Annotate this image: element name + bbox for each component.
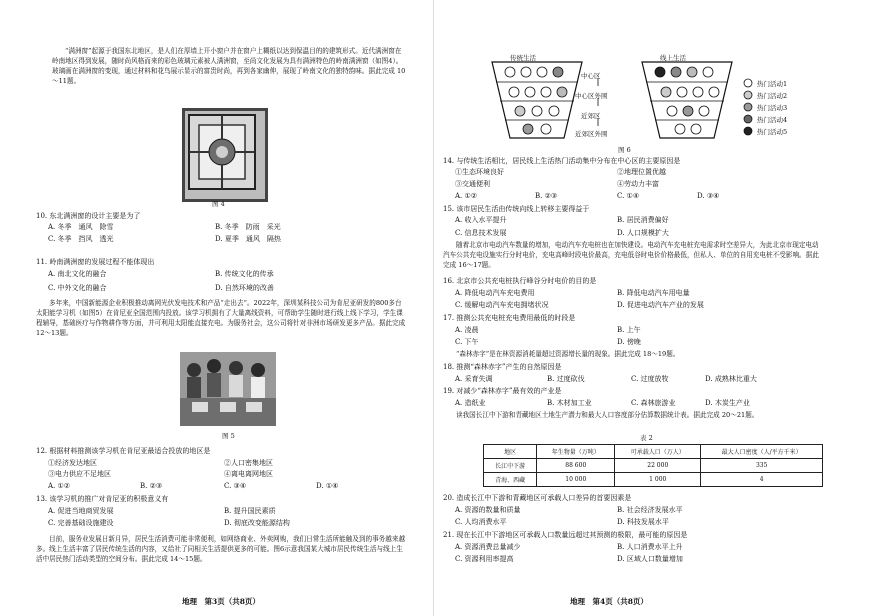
table-cell: 长江中下游 [484,459,537,473]
q11-option-a: A. 南北文化的融合 [48,270,107,278]
question-21: 21. 现在长江中下游地区可承载人口数量远超过其预测的极限，最可能的原因是 [443,531,688,539]
q19-option-a: A. 造纸业 [455,399,486,407]
q17-option-c: C. 下午 [455,338,479,346]
passage-population-capacity: 读我国长江中下游和青藏地区土地生产潜力和最大人口容度部分估算数据统计表。据此完成 20～21题。 [456,411,759,419]
q16-option-c: C. 缓解电动汽车充电拥堵状况 [455,301,549,309]
fig6-label-traditional: 传统生活 [510,54,536,62]
q11-option-c: C. 中外文化的融合 [48,284,107,292]
q14-choice-3: ③交通便利 [455,180,490,188]
fig6-legend-1: 热门活动1 [757,80,788,88]
q13-option-a: A. 促进当地商贸发展 [48,507,114,515]
q17-option-b: B. 上午 [617,326,641,334]
question-20: 20. 造成长江中下游和青藏地区可承载人口差异的首要因素是 [443,494,632,502]
passage-forest-deficit: “森林赤字”是在林资源消耗量超过资源增长量的现象。据此完成 18～19题。 [456,350,680,358]
figure-6-activity-distribution [490,52,750,148]
fig6-zone-center: 中心区 [581,72,601,80]
passage-ev-charging: 随着北京市电动汽车数量的增加，电动汽车充电桩也在加快建设。电动汽车充电桩充电需求时空差异大，为此北京市现定电动汽车公共充电设施实行分时电价，充电高峰时段电价最高，充电低谷时电价价格最低，但私人、单位的自用充电桩不受影响。据此完成 16～17题。 [443,241,819,269]
table-row [484,459,823,473]
q18-option-d: D. 成熟林比重大 [705,375,757,383]
q18-option-c: C. 过度放牧 [631,375,669,383]
q13-option-c: C. 完善基础设施建设 [48,519,114,527]
q14-choice-1: ①生态环境良好 [455,168,504,176]
question-17: 17. 推测公共充电桩充电费用最低的时段是 [443,314,576,322]
q21-option-a: A. 资源消费总量减少 [455,543,521,551]
fig6-legend-3: 热门活动3 [757,104,788,112]
q19-option-d: D. 木炭生产业 [705,399,750,407]
q20-option-c: C. 人均消费水平 [455,518,507,526]
q14-option-a: A. ①② [455,192,478,200]
q14-option-c: C. ①④ [617,192,640,200]
q10-option-d: D. 夏季 通风 隔热 [215,235,281,243]
q13-option-d: D. 彻底改变能源结构 [224,519,290,527]
q21-option-b: B. 人口消费水平上升 [617,543,683,551]
q12-choice-4: ④离电离网地区 [224,470,273,478]
table-header-cell: 地区 [484,445,537,459]
question-14: 14. 与传统生活相比，居民线上生活热门活动集中分布在中心区的主要原因是 [443,157,681,165]
page-footer: 地理 第4页（共8页） [570,597,648,606]
figure-5-caption: 图 5 [222,432,235,440]
q12-choice-3: ③电力供应不足地区 [48,470,111,478]
question-18: 18. 推测“森林赤字”产生的自然原因是 [443,363,562,371]
q12-option-a: A. ①② [48,482,71,490]
question-13: 13. 该学习机的推广对肯尼亚的积极意义有 [36,495,169,503]
figure-5-students-photo [180,352,276,426]
exam-page-4 [435,0,870,616]
table-header-cell: 可承载人口（万人） [615,445,701,459]
q12-option-b: B. ②③ [140,482,163,490]
q16-option-d: D. 促进电动汽车产业的发展 [617,301,704,309]
fig6-legend-4: 热门活动4 [757,116,788,124]
q18-option-b: B. 过度砍伐 [547,375,585,383]
fig6-legend-markers [743,78,753,140]
table-cell: 335 [701,459,823,473]
page-footer: 地理 第3页（共8页） [182,597,260,606]
fig6-legend-2: 热门活动2 [757,92,788,100]
table-cell: 4 [701,473,823,487]
q14-choice-2: ②地理位置优越 [617,168,666,176]
q20-option-d: D. 科技发展水平 [617,518,669,526]
q14-choice-4: ④劳动力丰富 [617,180,659,188]
fig6-zone-suburb: 近郊区 [581,112,601,120]
question-16: 16. 北京市公共充电桩执行峰谷分时电价的目的是 [443,277,597,285]
figure-4-manchu-window [182,108,268,202]
passage-solar-learning-device: 多年来，中国新能源企业积极推动离网光伏发电技术和产品“走出去”。2022年，深圳某科技公司为肯尼亚研发的800多台太阳能学习机（如图5）在肯尼亚全国范围内投放。该学习机拥有了大量离线资料，可帮助学生随时进行线上线下学习，学生课程辅导，基础医疗与作物耕作等方面，并可利用太阳能直接充电。为服务社会，这公司将针对非洲市场研发更多产品。据此完成 12～13题。 [36,299,406,337]
q15-option-b: B. 居民消费偏好 [617,216,669,224]
table-cell: 22 000 [615,459,701,473]
q15-option-d: D. 人口规模扩大 [617,229,669,237]
table-header-cell: 最大人口密度（人/平方千米） [701,445,823,459]
q20-option-b: B. 社会经济发展水平 [617,506,683,514]
fig6-zone-suburb-outer: 近郊区外围 [575,130,608,138]
q10-option-b: B. 冬季 防雨 采光 [215,223,281,231]
q17-option-d: D. 傍晚 [617,338,641,346]
passage-manchu-window: “满洲窗”起源于我国东北地区，是人们在厚墙上开小窗户并在窗户上糊纸以达到保温目的的建筑形式。近代满洲窗在岭南地区得到发展，随时尚风格而来的彩色玻璃元素被人满洲窗，至尚文化发展为具有满洲特色的岭南满洲窗（如图4）。玻璃画在满洲窗的变现，通过材料和花鸟展示显示的富贵时尚，再到各家幽伸，展现了岭南文化的独特韵味。据此完成 10～11题。 [52,47,406,85]
figure-4-caption: 图 4 [212,200,225,208]
q14-option-b: B. ②③ [535,192,558,200]
window-image [185,111,259,193]
q19-option-c: C. 森林旅游业 [631,399,676,407]
table-2-caption: 表 2 [640,434,653,442]
table-header-row [484,445,823,459]
q18-option-a: A. 采育失调 [455,375,493,383]
q16-option-b: B. 降低电动汽车用电量 [617,289,690,297]
q21-option-c: C. 资源利用率提高 [455,555,514,563]
table-cell: 88 600 [537,459,615,473]
table-cell: 青海、西藏 [484,473,537,487]
q10-option-a: A. 冬季 通风 除雪 [48,223,114,231]
passage-online-life: 目前，服务业发展日新月异，居民生活消费可能非常便利，如网络商业、外卖网购，我们日常生活所能触及到的事务越来越多。线上生活丰富了居民传统生活的内容，又给社了同相关生活提供更多的可能。图6示意我国某大城市居民传统生活与线上生活中居民热门活动类型的空间分布。据此完成 14～15题。 [36,535,406,563]
figure-6-caption: 图 6 [618,146,631,154]
fig6-label-online: 线上生活 [660,54,686,62]
table-cell: 1 000 [615,473,701,487]
fig6-legend-5: 热门活动5 [757,128,788,136]
q10-option-c: C. 冬季 挡风 透光 [48,235,114,243]
table-2-land-capacity [483,444,823,487]
q11-option-b: B. 传统文化的传承 [215,270,274,278]
question-15: 15. 该市居民生活由传统向线上转移主要得益于 [443,205,590,213]
q12-choice-1: ①经济发达地区 [48,459,97,467]
table-cell: 10 000 [537,473,615,487]
q20-option-a: A. 资源的数量和质量 [455,506,521,514]
q11-option-d: D. 自然环境的改善 [215,284,274,292]
students-image [180,352,276,426]
question-19: 19. 对减少“森林赤字”最有效的产业是 [443,387,562,395]
question-12: 12. 根据材料推测该学习机在肯尼亚最适合投放的地区是 [36,447,211,455]
q14-option-d: D. ③④ [697,192,720,200]
q12-option-d: D. ①④ [316,482,339,490]
q16-option-a: A. 降低电动汽车充电费用 [455,289,535,297]
q21-option-d: D. 区域人口数量增加 [617,555,683,563]
q12-option-c: C. ③④ [224,482,247,490]
q19-option-b: B. 木材加工业 [547,399,592,407]
question-11: 11. 岭南满洲窗的发展过程不能体现出 [36,258,155,266]
q15-option-c: C. 信息技术发展 [455,229,507,237]
table-header-cell: 年生物量（万吨） [537,445,615,459]
q17-option-a: A. 凌晨 [455,326,479,334]
fig6-zone-center-outer: 中心区外围 [575,92,608,100]
q12-choice-2: ②人口密集地区 [224,459,273,467]
q15-option-a: A. 收入水平提升 [455,216,507,224]
q13-option-b: B. 提升国民素质 [224,507,276,515]
table-row [484,473,823,487]
question-10: 10. 东北满洲窗的设计主要是为了 [36,212,141,220]
